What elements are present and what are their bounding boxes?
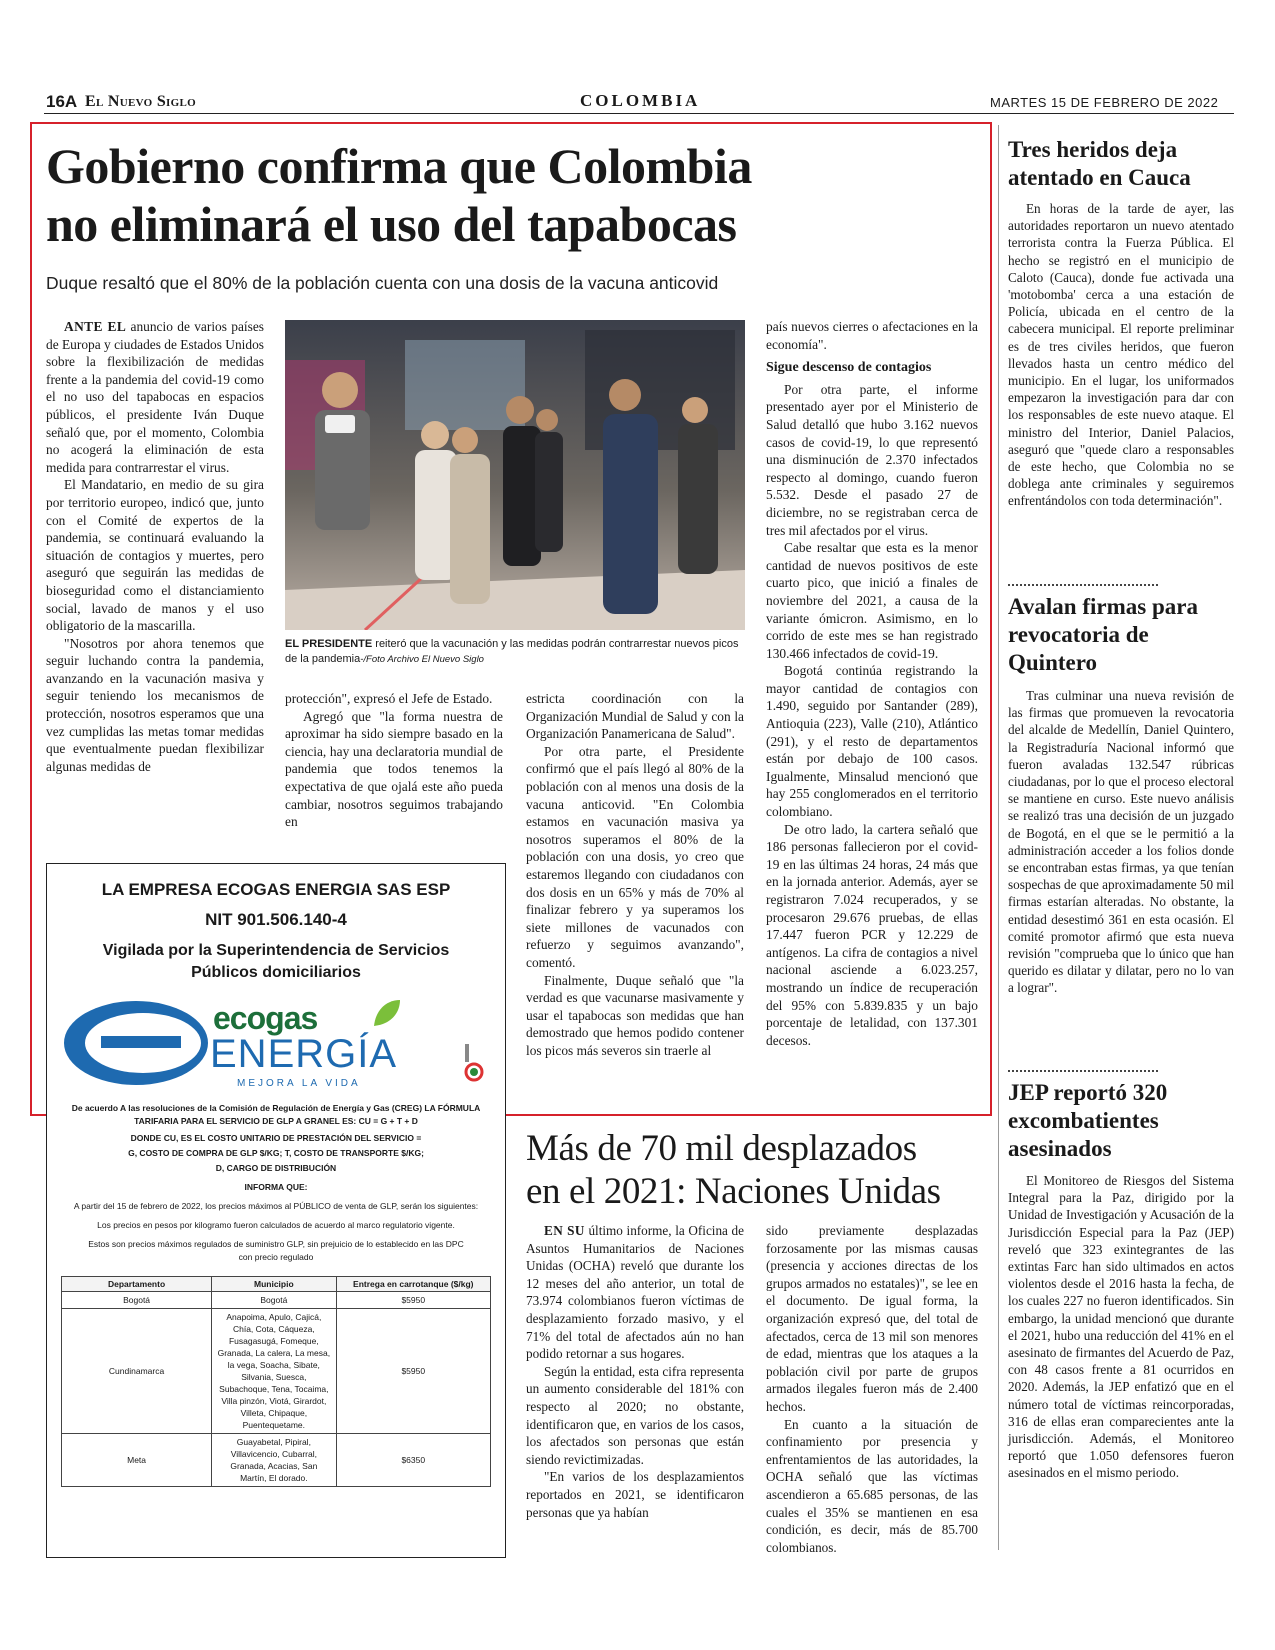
main-col-4 xyxy=(766,318,978,1049)
news-photo xyxy=(285,320,745,630)
cell-department: Meta xyxy=(62,1434,212,1487)
sidebar-body-2: Tras culminar una nueva revisión de las firmas que promueven la revocatoria del alcalde de Medellín, Daniel Quintero, la Registraduría Nacional informó que fueron avaladas 132.547 rúbricas ciudadanas, por lo que el proceso electoral se mantiene en curso. Este nuevo análisis se realizó tras una decisión de un juzgado de Bogotá, en el que se le permitió a la administración acceder a los folios donde se encontraban estas firmas, ya que tenían sospechas de que aproximadamente 50 mil firmas estarían alteradas. No obstante, la entidad desestimó 361 en esta ocasión. El comité promotor afirmó que esta nueva revisión "comprueba que lo único que han querido es dilatar y dilatar, pero no lo van a lograr". xyxy=(1008,688,1234,996)
main-col-2 xyxy=(285,690,503,831)
second-col1-p1: EN SU último informe, la Oficina de Asuntos Humanitarios de Naciones Unidas (OCHA) reveló que durante los 12 meses del año anterior, un total de 73.974 colombianos fueron víctimas de desplazamiento forzado masivo, y el 71% del total de afectados aún no han podido retornar a sus hogares. xyxy=(526,1223,744,1362)
main-col1-p2: El Mandatario, en medio de su gira por territorio europeo, indicó que, junto con el Comité de expertos de la pandemia, se continuará evaluando la situación de contagios y muertes, pero aseguró que seguirán las medidas de bioseguridad como el distanciamiento social, lavado de manos y el uso obligatorio de la mascarilla. xyxy=(46,477,264,634)
table-header: Entrega en carrotanque ($/kg) xyxy=(336,1277,490,1292)
ad-prices-note: Los precios en pesos por kilogramo fueron calculados de acuerdo al marco regulatorio vigente. xyxy=(97,1220,455,1230)
main-headline-line2: no eliminará el uso del tapabocas xyxy=(46,196,737,252)
main-col4-p2: Cabe resaltar que esta es la menor cantidad de nuevos positivos de este cuarto pico, que inició a finales de noviembre del 2021, a causa de la variante ómicron. Asimismo, en lo corrido de este mes se han registrado 130.466 infectados de covid-19. xyxy=(766,540,978,661)
main-col1-p3: "Nosotros por ahora tenemos que seguir luchando contra la pandemia, avanzando en la vacunación masiva y seguir teniendo los mecanismos de protección, nosotros esperamos que una vez cumplidas las metas tomar medidas que eventualmente puedan flexibilizar algunas medidas de xyxy=(46,635,264,774)
leaf-icon xyxy=(372,998,402,1028)
ad-rates-table-wrap xyxy=(61,1276,491,1487)
cell-price: $5950 xyxy=(336,1309,490,1434)
cell-department: Bogotá xyxy=(62,1292,212,1309)
ad-where-2: G, COSTO DE COMPRA DE GLP $/KG; T, COSTO DE TRANSPORTE $/KG; xyxy=(128,1148,424,1158)
table-row xyxy=(62,1309,491,1434)
header-rule xyxy=(44,113,1234,114)
main-col4-p0: país nuevos cierres o afectaciones en la economía". xyxy=(766,319,978,352)
cell-department: Cundinamarca xyxy=(62,1309,212,1434)
main-col3-p3: Finalmente, Duque señaló que "la verdad es que vacunarse masivamente y usar el tapabocas son medidas que han demostrado que hemos podido contener los picos más severos sin traerle al xyxy=(526,972,744,1058)
logo-tagline: MEJORA LA VIDA xyxy=(237,1078,361,1089)
ecogas-logo xyxy=(47,994,505,1094)
logo-main-text: ENERGÍA xyxy=(210,1032,398,1076)
date: MARTES 15 DE FEBRERO DE 2022 xyxy=(990,95,1219,110)
rates-table xyxy=(61,1276,491,1487)
sidebar-body-1: En horas de la tarde de ayer, las autoridades reportaron un nuevo atentado terrorista contra la Fuerza Pública. El hecho se registró en el municipio de Caloto (Cauca), donde fue activada una 'motobomba' cerca a una estación de Policía, ubicada en el centro de la cabecera municipal. El reporte preliminar es de tres civiles heridos, que fueron llevados hasta un centro médico del municipio. En el lugar, los uniformados empezaron la investigación para dar con los responsables de este nuevo ataque. El ministro del Interior, Daniel Palacios, aseguró que "quede claro a responsables de este hecho, que Colombia no se doblega ante criminales y seguiremos enfrentándolos con toda determinación". xyxy=(1008,201,1234,509)
sidebar-separator xyxy=(1008,1070,1158,1072)
main-col4-p1: Por otra parte, el informe presentado ayer por el Ministerio de Salud detalló que hubo 3.162 nuevos casos de covid-19, lo que representó una disminución de 2.370 infectados respecto al domingo, cuando fueron 5.532. Desde el pasado 27 de diciembre, no se registraban cerca de tres mil afectados por el virus. xyxy=(766,381,978,538)
table-header: Departamento xyxy=(62,1277,212,1292)
ad-vigilada-1: Vigilada por la Superintendencia de Servicios xyxy=(102,942,450,959)
main-col2-p1: protección", expresó el Jefe de Estado. xyxy=(285,691,493,706)
second-col-2 xyxy=(766,1222,978,1556)
cell-municipality: Anapoima, Apulo, Cajicá, Chía, Cota, Cáqueza, Fusagasugá, Fomeque, Granada, La calera, La mesa, la vega, Soacha, Sibate, Silvania, Suesca, Subachoque, Tena, Tocaima, Villa pinzón, Viotá, Girardot, Villeta, Chipaque, Puentequetame. xyxy=(212,1309,336,1434)
second-col1-p2: Según la entidad, esta cifra representa un aumento considerable del 181% con respecto al 2020; no obstante, identificaron que, en varios de los casos, los afectados son personas que están siendo revictimizadas. xyxy=(526,1363,744,1467)
main-col2-p2: Agregó que "la forma nuestra de aproximar ha sido siempre basado en la ciencia, hay una declaratoria mundial de pandemia que todos tenemos la expectativa de que ojalá este año pueda cambiar, nosotros seguimos trabajando en xyxy=(285,708,503,830)
main-col3-p2: Por otra parte, el Presidente confirmó que el país llegó al 80% de la población con al menos una dosis de la vacuna anticovid. "En Colombia estamos en vacunación masiva ya nosotros superamos el 80% de la población con una dosis, yo creo que estaremos llegando con ciudadanos con dos dosis en un 65% y más de 70% al finalizar febrero y ya superamos los siete millones de vacunados con refuerzo y seguimos avanzando", comentó. xyxy=(526,743,744,970)
main-col-1 xyxy=(46,318,264,775)
sidebar-divider xyxy=(998,125,999,1550)
ad-where-3: D, CARGO DE DISTRIBUCIÓN xyxy=(215,1163,337,1173)
main-col4-subhead: Sigue descenso de contagios xyxy=(766,360,932,376)
ad-informa: INFORMA QUE: xyxy=(244,1182,308,1192)
ecogas-e-icon xyxy=(61,998,211,1088)
ad-vigilada-2: Públicos domiciliarios xyxy=(191,964,361,981)
main-col-3 xyxy=(526,690,744,1059)
table-header-row xyxy=(62,1277,491,1292)
second-col2-p2: En cuanto a la situación de confinamiento por presencia y enfrentamientos de las autoridades, la OCHA señaló que las víctimas ascendieron a 65.685 personas, de las cuales el 35% se mantienen en esa condición, es decir, más de 85.700 colombianos. xyxy=(766,1416,978,1555)
table-row xyxy=(62,1292,491,1309)
logo-top-text: ecogas xyxy=(213,1000,318,1036)
sidebar-headline-2: Avalan firmas para revocatoria de Quintero xyxy=(1008,594,1198,675)
cell-municipality: Bogotá xyxy=(212,1292,336,1309)
sidebar-headline-3: JEP reportó 320 excombatientes asesinados xyxy=(1008,1080,1168,1161)
sidebar-body-3: El Monitoreo de Riesgos del Sistema Integral para la Paz, dirigido por la Unidad de Investigación y Acusación de la Jurisdicción Especial para la Paz (JEP) reveló que 323 exintegrantes de las extintas Farc han sido ultimados en actos violentos desde el 2016 hasta la fecha, de los cuales 227 no fueron identificados. Sin embargo, la unidad mencionó que durante el 2021, hubo una reducción del 41% en el asesinato de firmantes del Acuerdo de Paz, con 48 casos frente a 81 ocurridos en 2020. Además, la JEP enfatizó que en el número total de víctimas reincorporadas, 316 de ellas eran comparecientes ante la jurisdicción. Además, el Monitoreo reportó que 1.050 defensores fueron asesinados en el mismo periodo. xyxy=(1008,1173,1234,1481)
second-col2-p1: sido previamente desplazadas forzosamente por las mismas causas (presencia y acciones directas de los grupos armados no estatales)", se lee en el documento. De igual forma, la organización expresó que, del total de afectados, cerca de 13 mil son menores de edad, mientras que los ataques a la población civil por parte de grupos armados ilegales fueron más de 2.400 hechos. xyxy=(766,1223,978,1414)
main-col1-p1: ANTE EL anuncio de varios países de Europa y ciudades de Estados Unidos sobre la flexibilización de medidas frente a la pandemia del covid-19 como el no uso del tapabocas en espacios públicos, el presidente Iván Duque señaló que, por el momento, Colombia no acogerá la eliminación de esta medida para contrarrestar el virus. xyxy=(46,319,264,475)
page-number: 16A xyxy=(46,92,78,111)
ad-prices-intro: A partir del 15 de febrero de 2022, los precios máximos al PÚBLICO de venta de GLP, serán los siguientes: xyxy=(73,1201,479,1211)
main-col4-p3: Bogotá continúa registrando la mayor cantidad de contagios con 1.490, seguido por Santander (289), Antioquia (223), Valle (210), Atlántico (291), y el resto de departamentos están por debajo de 100 casos. Igualmente, Minsalud mencionó que hay 255 conglomerados en el territorio colombiano. xyxy=(766,663,978,820)
sidebar-separator xyxy=(1008,584,1158,586)
cell-price: $6350 xyxy=(336,1434,490,1487)
main-deck: Duque resaltó que el 80% de la población cuenta con una dosis de la vacuna anticovid xyxy=(46,273,719,293)
main-col3-p1: estricta coordinación con la Organización Mundial de Salud y con la Organización Panamericana de Salud". xyxy=(526,691,744,742)
table-header: Municipio xyxy=(212,1277,336,1292)
second-headline-line2: en el 2021: Naciones Unidas xyxy=(526,1171,941,1212)
section-name: COLOMBIA xyxy=(580,91,701,110)
photo-caption: EL PRESIDENTE reiteró que la vacunación y las medidas podrán contrarrestar nuevos picos de la pandemia-/Foto Archivo El Nuevo Siglo xyxy=(285,638,739,665)
main-col4-p4: De otro lado, la cartera señaló que 186 personas fallecieron por el covid-19 en las últimas 24 horas, 24 más que en la jornada anterior. Además, ayer se registraron 7.024 recuperados, y se procesaron 29.676 pruebas, de ellas 17.447 fueron PCR y 12.229 de antígenos. La cifra de contagios a nivel nacional asciende a 6.023.257, mostrando un índice de recuperación del 95% con 5.839.835 y un bajo porcentaje de letalidad, con 137.301 decesos. xyxy=(766,821,978,1048)
masthead: El Nuevo Siglo xyxy=(85,93,196,110)
second-col-1 xyxy=(526,1222,744,1521)
cell-municipality: Guayabetal, Pipiral, Villavicencio, Cubarral, Granada, Acacias, San Martín, El dorado. xyxy=(212,1434,336,1487)
second-col1-p3: "En varios de los desplazamientos reportados en 2021, se identificaron personas que ya habían xyxy=(526,1469,744,1520)
second-headline-line1: Más de 70 mil desplazados xyxy=(526,1128,917,1169)
cell-price: $5950 xyxy=(336,1292,490,1309)
vaccination-photo-illustration xyxy=(285,320,745,630)
sidebar-headline-1: Tres heridos deja atentado en Cauca xyxy=(1008,137,1191,190)
table-row xyxy=(62,1434,491,1487)
main-headline-line1: Gobierno confirma que Colombia xyxy=(46,138,752,194)
ecogas-notice xyxy=(46,863,506,1558)
ad-company: LA EMPRESA ECOGAS ENERGIA SAS ESP xyxy=(101,880,451,899)
superservicios-seal-icon xyxy=(463,1042,485,1082)
second-headline xyxy=(526,1127,986,1213)
ad-nit: NIT 901.506.140-4 xyxy=(205,910,347,929)
ad-prices-disclaimer: Estos son precios máximos regulados de suministro GLP, sin prejuicio de lo establecido en las DPC con precio regulado xyxy=(88,1239,464,1262)
main-headline xyxy=(46,137,946,253)
ad-formula: De acuerdo A las resoluciones de la Comisión de Regulación de Energía y Gas (CREG) LA FÓRMULA TARIFARIA PARA EL SERVICIO DE GLP A GRANEL ES: CU = G + T + D xyxy=(71,1103,481,1126)
ad-where-1: DONDE CU, ES EL COSTO UNITARIO DE PRESTACIÓN DEL SERVICIO = xyxy=(130,1133,422,1143)
